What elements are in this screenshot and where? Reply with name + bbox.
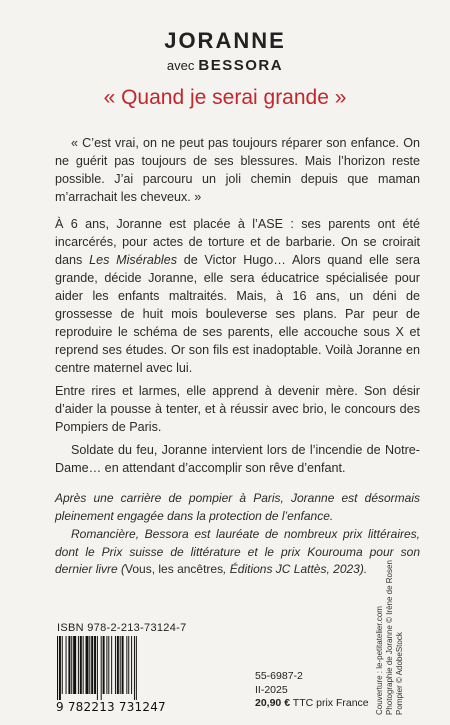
publication-info	[255, 670, 369, 711]
barcode-bar	[117, 636, 119, 694]
price-suffix: TTC prix France	[290, 697, 369, 709]
barcode-icon	[56, 636, 158, 700]
barcode-bar	[89, 636, 90, 694]
barcode-bar	[91, 636, 93, 694]
barcode-bar	[136, 636, 137, 700]
isbn-label: ISBN 978-2-213-73124-7	[57, 622, 187, 634]
barcode-bar	[94, 636, 96, 694]
barcode-bar	[71, 636, 72, 694]
bio-text: , Éditions JC Lattès, 2023).	[223, 562, 368, 576]
book-title: « Quand je serai grande »	[103, 86, 347, 109]
story-paragraph-1	[55, 215, 420, 377]
barcode-bar	[62, 636, 63, 694]
coauthor-line	[0, 57, 450, 74]
barcode-bar	[80, 636, 82, 694]
book-reference: Les Misérables	[89, 253, 177, 267]
barcode-bar	[134, 636, 135, 700]
barcode-bar	[122, 636, 124, 694]
bio-text: Romancière, Bessora est lauréate de nombreux prix littéraires, dont le Prix suisse de littérature et le prix Kourouma pour son dernier livre (	[55, 527, 420, 576]
bio-joranne: Après une carrière de pompier à Paris, Joranne est désormais pleinement engagée dans la protection de l’enfance.	[55, 491, 420, 523]
story-text: À 6 ans, Joranne est placée à l’ASE : ses parents ont été incarcérés, pour actes de torture et de barbarie. On se croirait dans	[55, 217, 420, 267]
barcode-bar	[66, 636, 67, 694]
barcode-bar	[131, 636, 132, 694]
publication-date: II-2025	[255, 683, 288, 696]
coauthor-name: BESSORA	[198, 57, 284, 74]
story-text: de Victor Hugo… Alors quand elle sera grande, décide Joranne, elle sera éducatrice spécialisée pour aider les enfants maltraités. Mais, à 16 ans, un déni de grossesse de huit mois bouleverse ses plans. Par peur de reproduire le schéma de ses parents, elle accouche sous X et reprend ses études. Or son fils est inadoptable. Voilà Joranne en centre maternel avec lui.	[55, 253, 420, 375]
barcode-bar	[68, 636, 70, 694]
barcode-bar	[111, 636, 112, 694]
barcode-bar	[59, 636, 61, 700]
barcode-bar	[86, 636, 89, 694]
barcode-bar	[97, 636, 98, 700]
story-paragraph-3: Soldate du feu, Joranne intervient lors de l’incendie de Notre-Dame… en attendant d’accomplir son rêve d’enfant.	[55, 443, 420, 475]
price-value: 20,90 €	[255, 697, 291, 709]
image-credits	[375, 560, 405, 715]
story-summary	[55, 215, 420, 477]
credit-cover: Couverture : le-petitatelier.com	[375, 606, 384, 715]
barcode-bar	[57, 636, 58, 700]
barcode-bar	[103, 636, 105, 694]
coauthor-prefix: avec	[166, 58, 195, 73]
credit-firefighter: Pompier © AdobeStock	[395, 632, 404, 715]
barcode-bar	[83, 636, 84, 694]
story-paragraph-2: Entre rires et larmes, elle apprend à devenir mère. Son désir d’aider la pousse à tenter, et à réussir avec brio, le concours des Pompiers de Paris.	[55, 384, 420, 434]
bio-bessora	[55, 526, 420, 579]
publisher-reference: 55-6987-2	[255, 670, 303, 682]
credit-photo: Photographie de Joranne © Irène de Rosen	[385, 560, 394, 715]
author-name: JORANNE	[164, 28, 286, 53]
bio-book-title: Vous, les ancêtres	[125, 562, 224, 576]
barcode-bar	[128, 636, 129, 694]
barcode-digits: 9 782213 731247	[56, 700, 166, 714]
barcode-bar	[106, 636, 107, 694]
price-line	[255, 697, 369, 711]
barcode-bar	[115, 636, 116, 694]
barcode-bar	[108, 636, 109, 694]
barcode-bar	[78, 636, 79, 694]
barcode-bar	[120, 636, 121, 694]
authors-bio	[55, 490, 420, 579]
barcode-bar	[73, 636, 76, 694]
barcode-bar	[101, 636, 102, 700]
barcode-bar	[126, 636, 127, 694]
opening-quote: « C’est vrai, on ne peut pas toujours réparer son enfance. On ne guérit pas toujours de ses blessures. Mais l’horizon reste possible. J’ai parcouru un joli chemin depuis que maman m’arrachait les cheveux. »	[55, 136, 420, 204]
